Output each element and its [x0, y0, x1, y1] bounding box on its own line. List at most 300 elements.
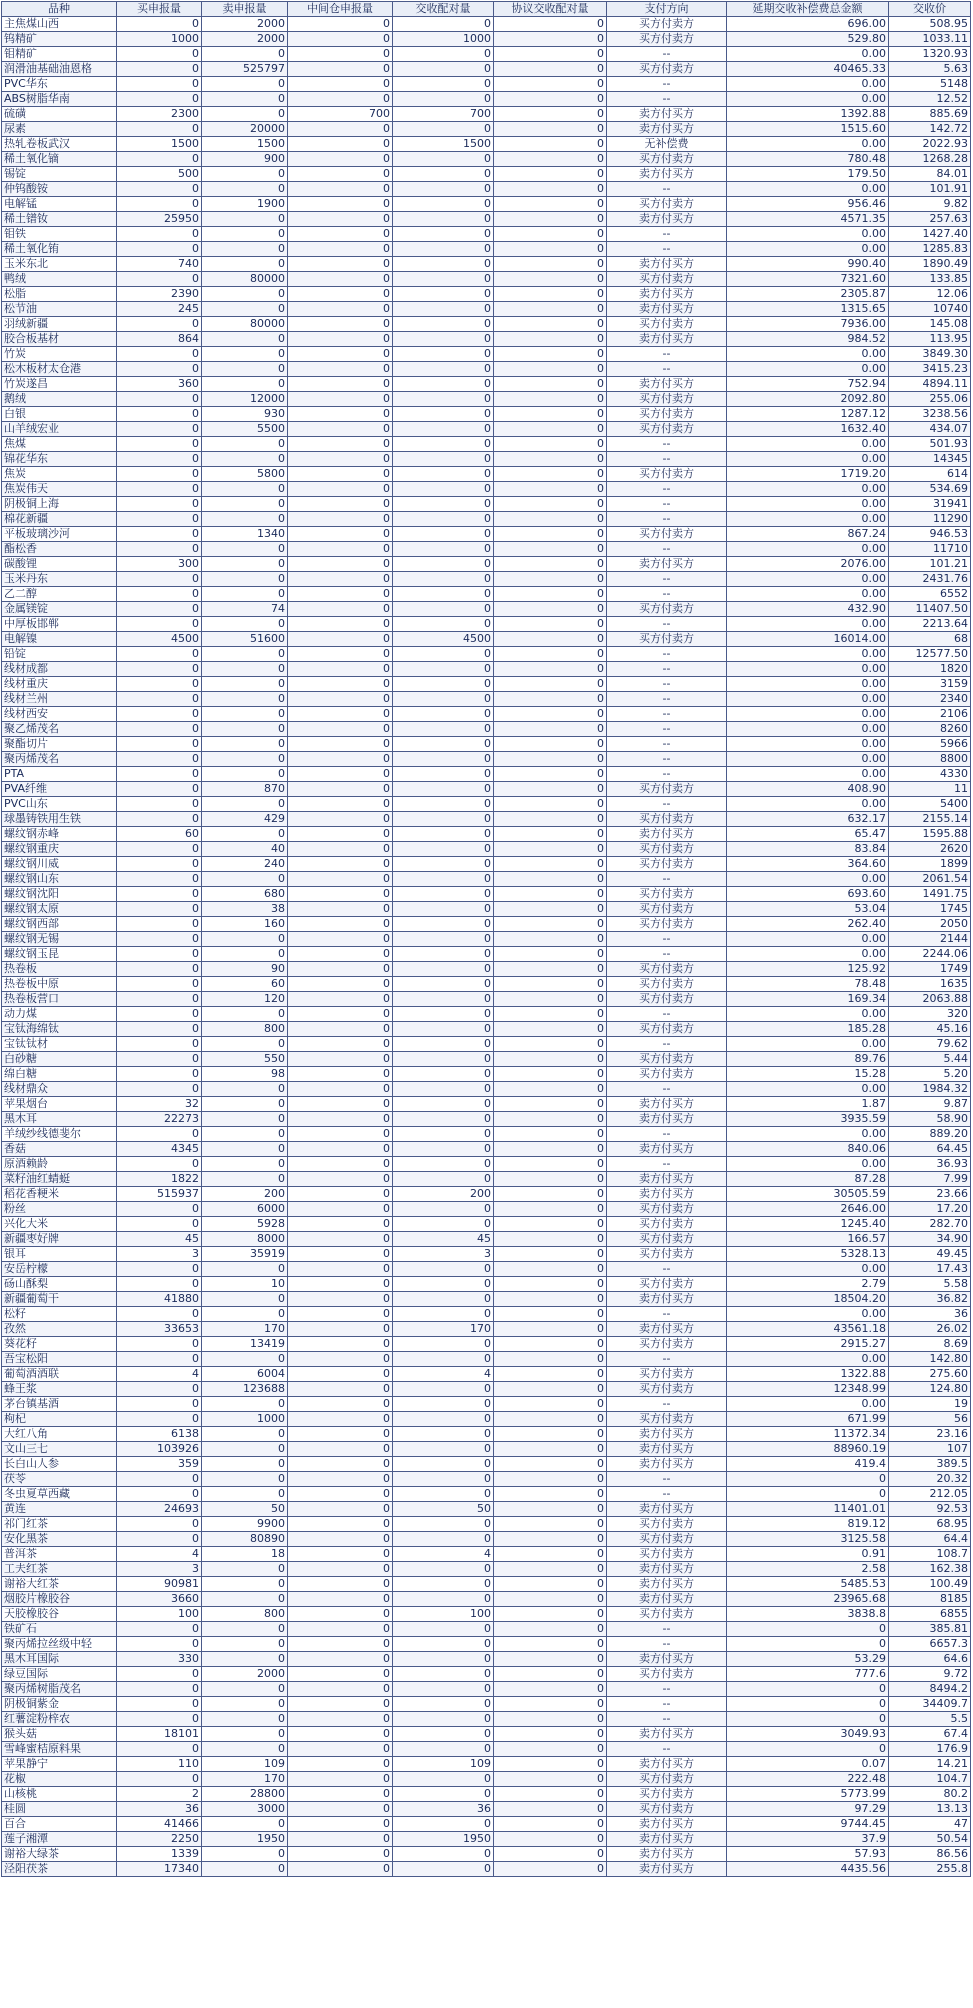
cell-buy-declared: 0 — [117, 572, 202, 587]
cell-matched: 0 — [393, 812, 494, 827]
cell-compensation-total: 0.00 — [727, 1352, 889, 1367]
cell-intermediate-declared: 0 — [288, 1772, 393, 1787]
cell-matched: 0 — [393, 17, 494, 32]
cell-intermediate-declared: 0 — [288, 212, 393, 227]
cell-payment-direction: -- — [607, 512, 727, 527]
cell-variety: 红薯淀粉梓农 — [2, 1712, 117, 1727]
table-row — [2, 572, 971, 587]
cell-delivery-price: 5400 — [889, 797, 971, 812]
cell-buy-declared: 0 — [117, 1397, 202, 1412]
cell-buy-declared: 0 — [117, 872, 202, 887]
cell-variety: 热卷板营口 — [2, 992, 117, 1007]
cell-payment-direction: 卖方付买方 — [607, 1292, 727, 1307]
cell-payment-direction: 买方付卖方 — [607, 197, 727, 212]
cell-intermediate-declared: 0 — [288, 1157, 393, 1172]
cell-intermediate-declared: 0 — [288, 1247, 393, 1262]
table-row — [2, 767, 971, 782]
cell-delivery-price: 34.90 — [889, 1232, 971, 1247]
cell-delivery-price: 3849.30 — [889, 347, 971, 362]
cell-payment-direction: 买方付卖方 — [607, 857, 727, 872]
cell-sell-declared: 0 — [202, 1307, 288, 1322]
cell-intermediate-declared: 0 — [288, 1517, 393, 1532]
cell-sell-declared: 800 — [202, 1607, 288, 1622]
cell-compensation-total: 89.76 — [727, 1052, 889, 1067]
cell-variety: 螺纹钢川威 — [2, 857, 117, 872]
cell-buy-declared: 0 — [117, 452, 202, 467]
cell-matched: 0 — [393, 662, 494, 677]
cell-intermediate-declared: 0 — [288, 1727, 393, 1742]
cell-compensation-total: 23965.68 — [727, 1592, 889, 1607]
cell-compensation-total: 671.99 — [727, 1412, 889, 1427]
cell-agreement-matched: 0 — [494, 962, 607, 977]
cell-agreement-matched: 0 — [494, 1112, 607, 1127]
cell-intermediate-declared: 0 — [288, 932, 393, 947]
cell-compensation-total: 9744.45 — [727, 1817, 889, 1832]
table-row — [2, 1172, 971, 1187]
cell-delivery-price: 12577.50 — [889, 647, 971, 662]
cell-variety: 棉花新疆 — [2, 512, 117, 527]
cell-delivery-price: 17.43 — [889, 1262, 971, 1277]
cell-agreement-matched: 0 — [494, 1427, 607, 1442]
cell-compensation-total: 780.48 — [727, 152, 889, 167]
table-row — [2, 122, 971, 137]
cell-buy-declared: 4 — [117, 1367, 202, 1382]
cell-payment-direction: 买方付卖方 — [607, 1547, 727, 1562]
cell-sell-declared: 0 — [202, 587, 288, 602]
cell-payment-direction: -- — [607, 1712, 727, 1727]
cell-intermediate-declared: 0 — [288, 452, 393, 467]
cell-payment-direction: 买方付卖方 — [607, 632, 727, 647]
cell-buy-declared: 0 — [117, 272, 202, 287]
cell-variety: PVA纤维 — [2, 782, 117, 797]
cell-delivery-price: 11290 — [889, 512, 971, 527]
cell-agreement-matched: 0 — [494, 302, 607, 317]
cell-matched: 0 — [393, 887, 494, 902]
cell-compensation-total: 11372.34 — [727, 1427, 889, 1442]
cell-compensation-total: 43561.18 — [727, 1322, 889, 1337]
cell-delivery-price: 534.69 — [889, 482, 971, 497]
table-row — [2, 977, 971, 992]
cell-compensation-total: 1515.60 — [727, 122, 889, 137]
cell-sell-declared: 0 — [202, 1697, 288, 1712]
cell-matched: 0 — [393, 857, 494, 872]
cell-payment-direction: 卖方付买方 — [607, 1097, 727, 1112]
cell-sell-declared: 0 — [202, 1397, 288, 1412]
cell-compensation-total: 3838.8 — [727, 1607, 889, 1622]
cell-delivery-price: 36 — [889, 1307, 971, 1322]
header-variety: 品种 — [2, 2, 117, 17]
cell-payment-direction: -- — [607, 1637, 727, 1652]
cell-variety: 玉米东北 — [2, 257, 117, 272]
cell-buy-declared: 0 — [117, 1022, 202, 1037]
cell-payment-direction: 买方付卖方 — [607, 602, 727, 617]
table-row — [2, 812, 971, 827]
cell-agreement-matched: 0 — [494, 1367, 607, 1382]
cell-intermediate-declared: 0 — [288, 1322, 393, 1337]
cell-intermediate-declared: 0 — [288, 1007, 393, 1022]
cell-matched: 0 — [393, 692, 494, 707]
cell-intermediate-declared: 0 — [288, 887, 393, 902]
cell-intermediate-declared: 0 — [288, 1547, 393, 1562]
cell-delivery-price: 20.32 — [889, 1472, 971, 1487]
cell-delivery-price: 501.93 — [889, 437, 971, 452]
cell-buy-declared: 0 — [117, 527, 202, 542]
cell-variety: 钼精矿 — [2, 47, 117, 62]
table-row — [2, 1097, 971, 1112]
cell-payment-direction: 买方付卖方 — [607, 1517, 727, 1532]
cell-buy-declared: 0 — [117, 1382, 202, 1397]
header-sell-declared: 卖申报量 — [202, 2, 288, 17]
cell-variety: 枸杞 — [2, 1412, 117, 1427]
cell-delivery-price: 47 — [889, 1817, 971, 1832]
cell-buy-declared: 0 — [117, 782, 202, 797]
table-row — [2, 17, 971, 32]
cell-agreement-matched: 0 — [494, 1247, 607, 1262]
cell-payment-direction: 卖方付买方 — [607, 1427, 727, 1442]
cell-sell-declared: 0 — [202, 182, 288, 197]
cell-agreement-matched: 0 — [494, 767, 607, 782]
cell-matched: 3 — [393, 1247, 494, 1262]
cell-matched: 0 — [393, 272, 494, 287]
cell-buy-declared: 0 — [117, 1352, 202, 1367]
header-agreement-matched: 协议交收配对量 — [494, 2, 607, 17]
cell-payment-direction: -- — [607, 1307, 727, 1322]
cell-variety: 聚乙烯茂名 — [2, 722, 117, 737]
cell-sell-declared: 0 — [202, 362, 288, 377]
cell-agreement-matched: 0 — [494, 1562, 607, 1577]
cell-intermediate-declared: 0 — [288, 1712, 393, 1727]
table-row — [2, 1787, 971, 1802]
cell-compensation-total: 11401.01 — [727, 1502, 889, 1517]
cell-payment-direction: -- — [607, 47, 727, 62]
cell-intermediate-declared: 0 — [288, 827, 393, 842]
cell-intermediate-declared: 0 — [288, 737, 393, 752]
cell-agreement-matched: 0 — [494, 1577, 607, 1592]
cell-buy-declared: 41880 — [117, 1292, 202, 1307]
cell-variety: 桂圆 — [2, 1802, 117, 1817]
cell-buy-declared: 1822 — [117, 1172, 202, 1187]
cell-matched: 0 — [393, 557, 494, 572]
cell-sell-declared: 0 — [202, 617, 288, 632]
cell-matched: 0 — [393, 527, 494, 542]
cell-payment-direction: 买方付卖方 — [607, 917, 727, 932]
cell-intermediate-declared: 0 — [288, 557, 393, 572]
cell-agreement-matched: 0 — [494, 1457, 607, 1472]
cell-matched: 0 — [393, 992, 494, 1007]
table-row — [2, 242, 971, 257]
cell-compensation-total: 0.00 — [727, 242, 889, 257]
cell-buy-declared: 0 — [117, 77, 202, 92]
cell-intermediate-declared: 0 — [288, 1202, 393, 1217]
cell-sell-declared: 0 — [202, 1577, 288, 1592]
cell-intermediate-declared: 0 — [288, 1442, 393, 1457]
cell-sell-declared: 90 — [202, 962, 288, 977]
cell-compensation-total: 0.00 — [727, 1262, 889, 1277]
cell-intermediate-declared: 0 — [288, 602, 393, 617]
table-row — [2, 1022, 971, 1037]
cell-variety: 电解镍 — [2, 632, 117, 647]
cell-buy-declared: 0 — [117, 62, 202, 77]
cell-intermediate-declared: 0 — [288, 1742, 393, 1757]
cell-delivery-price: 2022.93 — [889, 137, 971, 152]
cell-matched: 200 — [393, 1187, 494, 1202]
cell-agreement-matched: 0 — [494, 737, 607, 752]
cell-payment-direction: 卖方付买方 — [607, 257, 727, 272]
cell-delivery-price: 10740 — [889, 302, 971, 317]
cell-delivery-price: 5148 — [889, 77, 971, 92]
header-payment-direction: 支付方向 — [607, 2, 727, 17]
cell-sell-declared: 0 — [202, 1427, 288, 1442]
table-row — [2, 1202, 971, 1217]
cell-variety: 安岳柠檬 — [2, 1262, 117, 1277]
cell-compensation-total: 3935.59 — [727, 1112, 889, 1127]
cell-intermediate-declared: 0 — [288, 122, 393, 137]
cell-delivery-price: 1890.49 — [889, 257, 971, 272]
cell-matched: 0 — [393, 182, 494, 197]
cell-intermediate-declared: 0 — [288, 707, 393, 722]
cell-compensation-total: 5485.53 — [727, 1577, 889, 1592]
cell-matched: 0 — [393, 287, 494, 302]
cell-delivery-price: 31941 — [889, 497, 971, 512]
cell-matched: 0 — [393, 1142, 494, 1157]
cell-payment-direction: -- — [607, 77, 727, 92]
cell-payment-direction: 卖方付买方 — [607, 377, 727, 392]
cell-delivery-price: 79.62 — [889, 1037, 971, 1052]
cell-agreement-matched: 0 — [494, 992, 607, 1007]
cell-agreement-matched: 0 — [494, 1682, 607, 1697]
cell-matched: 0 — [393, 932, 494, 947]
cell-intermediate-declared: 0 — [288, 647, 393, 662]
cell-buy-declared: 0 — [117, 242, 202, 257]
cell-payment-direction: -- — [607, 1697, 727, 1712]
cell-intermediate-declared: 0 — [288, 1847, 393, 1862]
header-matched: 交收配对量 — [393, 2, 494, 17]
cell-delivery-price: 12.06 — [889, 287, 971, 302]
cell-payment-direction: 卖方付买方 — [607, 557, 727, 572]
cell-compensation-total: 53.04 — [727, 902, 889, 917]
cell-payment-direction: 买方付卖方 — [607, 992, 727, 1007]
cell-intermediate-declared: 0 — [288, 872, 393, 887]
cell-sell-declared: 0 — [202, 1442, 288, 1457]
cell-variety: 山羊绒宏业 — [2, 422, 117, 437]
cell-agreement-matched: 0 — [494, 1172, 607, 1187]
cell-compensation-total: 1287.12 — [727, 407, 889, 422]
cell-buy-declared: 0 — [117, 1637, 202, 1652]
cell-intermediate-declared: 700 — [288, 107, 393, 122]
cell-compensation-total: 4571.35 — [727, 212, 889, 227]
cell-delivery-price: 56 — [889, 1412, 971, 1427]
cell-buy-declared: 103926 — [117, 1442, 202, 1457]
cell-delivery-price: 9.87 — [889, 1097, 971, 1112]
cell-intermediate-declared: 0 — [288, 1187, 393, 1202]
cell-intermediate-declared: 0 — [288, 512, 393, 527]
cell-variety: 吾宝松阳 — [2, 1352, 117, 1367]
cell-intermediate-declared: 0 — [288, 1832, 393, 1847]
cell-compensation-total: 7321.60 — [727, 272, 889, 287]
cell-buy-declared: 3 — [117, 1562, 202, 1577]
cell-agreement-matched: 0 — [494, 1412, 607, 1427]
cell-delivery-price: 8185 — [889, 1592, 971, 1607]
cell-payment-direction: -- — [607, 1487, 727, 1502]
cell-buy-declared: 0 — [117, 587, 202, 602]
cell-agreement-matched: 0 — [494, 362, 607, 377]
cell-payment-direction: 卖方付买方 — [607, 212, 727, 227]
cell-intermediate-declared: 0 — [288, 362, 393, 377]
cell-delivery-price: 614 — [889, 467, 971, 482]
cell-compensation-total: 5328.13 — [727, 1247, 889, 1262]
cell-matched: 0 — [393, 962, 494, 977]
table-row — [2, 677, 971, 692]
cell-sell-declared: 5500 — [202, 422, 288, 437]
cell-payment-direction: 买方付卖方 — [607, 1532, 727, 1547]
table-row — [2, 32, 971, 47]
cell-compensation-total: 1245.40 — [727, 1217, 889, 1232]
cell-variety: 聚丙烯拉丝级中轻 — [2, 1637, 117, 1652]
cell-buy-declared: 0 — [117, 1127, 202, 1142]
cell-variety: 热卷板中原 — [2, 977, 117, 992]
table-row — [2, 872, 971, 887]
cell-agreement-matched: 0 — [494, 752, 607, 767]
cell-buy-declared: 0 — [117, 317, 202, 332]
table-row — [2, 1412, 971, 1427]
cell-payment-direction: 卖方付买方 — [607, 1817, 727, 1832]
cell-payment-direction: 卖方付买方 — [607, 1757, 727, 1772]
cell-variety: 苹果静宁 — [2, 1757, 117, 1772]
cell-intermediate-declared: 0 — [288, 1622, 393, 1637]
cell-buy-declared: 0 — [117, 1082, 202, 1097]
cell-payment-direction: -- — [607, 542, 727, 557]
cell-sell-declared: 1340 — [202, 527, 288, 542]
cell-buy-declared: 4500 — [117, 632, 202, 647]
cell-payment-direction: -- — [607, 722, 727, 737]
cell-compensation-total: 0 — [727, 1622, 889, 1637]
cell-matched: 0 — [393, 62, 494, 77]
cell-variety: 黑木耳国际 — [2, 1652, 117, 1667]
cell-buy-declared: 0 — [117, 1307, 202, 1322]
cell-payment-direction: -- — [607, 677, 727, 692]
cell-compensation-total: 0.00 — [727, 482, 889, 497]
cell-agreement-matched: 0 — [494, 482, 607, 497]
cell-intermediate-declared: 0 — [288, 1112, 393, 1127]
cell-sell-declared: 0 — [202, 722, 288, 737]
cell-compensation-total: 5773.99 — [727, 1787, 889, 1802]
cell-variety: 硫磺 — [2, 107, 117, 122]
cell-intermediate-declared: 0 — [288, 1337, 393, 1352]
cell-matched: 0 — [393, 1592, 494, 1607]
cell-variety: 猴头菇 — [2, 1727, 117, 1742]
cell-sell-declared: 38 — [202, 902, 288, 917]
table-row — [2, 1067, 971, 1082]
cell-intermediate-declared: 0 — [288, 1577, 393, 1592]
cell-buy-declared: 0 — [117, 17, 202, 32]
cell-matched: 0 — [393, 587, 494, 602]
table-row — [2, 1532, 971, 1547]
cell-agreement-matched: 0 — [494, 977, 607, 992]
cell-matched: 0 — [393, 1442, 494, 1457]
cell-agreement-matched: 0 — [494, 182, 607, 197]
cell-payment-direction: -- — [607, 797, 727, 812]
cell-variety: 茅台镇基酒 — [2, 1397, 117, 1412]
cell-payment-direction: -- — [607, 347, 727, 362]
cell-matched: 0 — [393, 1277, 494, 1292]
cell-sell-declared: 0 — [202, 827, 288, 842]
cell-delivery-price: 5966 — [889, 737, 971, 752]
cell-agreement-matched: 0 — [494, 1727, 607, 1742]
table-row — [2, 1232, 971, 1247]
table-row — [2, 917, 971, 932]
cell-intermediate-declared: 0 — [288, 197, 393, 212]
cell-sell-declared: 20000 — [202, 122, 288, 137]
cell-payment-direction: 买方付卖方 — [607, 1277, 727, 1292]
cell-payment-direction: -- — [607, 947, 727, 962]
cell-variety: 金属镁锭 — [2, 602, 117, 617]
cell-compensation-total: 4435.56 — [727, 1862, 889, 1877]
cell-delivery-price: 64.45 — [889, 1142, 971, 1157]
table-row — [2, 1247, 971, 1262]
cell-delivery-price: 1427.40 — [889, 227, 971, 242]
cell-matched: 0 — [393, 1127, 494, 1142]
cell-matched: 0 — [393, 1172, 494, 1187]
cell-buy-declared: 18101 — [117, 1727, 202, 1742]
cell-buy-declared: 0 — [117, 752, 202, 767]
cell-payment-direction: 买方付卖方 — [607, 977, 727, 992]
cell-payment-direction: 卖方付买方 — [607, 1442, 727, 1457]
cell-sell-declared: 0 — [202, 287, 288, 302]
cell-payment-direction: -- — [607, 497, 727, 512]
cell-variety: 电解锰 — [2, 197, 117, 212]
cell-compensation-total: 78.48 — [727, 977, 889, 992]
cell-delivery-price: 2213.64 — [889, 617, 971, 632]
cell-matched: 0 — [393, 827, 494, 842]
table-row — [2, 737, 971, 752]
table-row — [2, 287, 971, 302]
cell-compensation-total: 222.48 — [727, 1772, 889, 1787]
cell-delivery-price: 4894.11 — [889, 377, 971, 392]
cell-matched: 0 — [393, 1532, 494, 1547]
table-row — [2, 1832, 971, 1847]
cell-agreement-matched: 0 — [494, 677, 607, 692]
cell-delivery-price: 1595.88 — [889, 827, 971, 842]
cell-intermediate-declared: 0 — [288, 1397, 393, 1412]
cell-agreement-matched: 0 — [494, 1772, 607, 1787]
table-row — [2, 1757, 971, 1772]
table-row — [2, 302, 971, 317]
cell-delivery-price: 9.72 — [889, 1667, 971, 1682]
cell-payment-direction: 买方付卖方 — [607, 1067, 727, 1082]
cell-compensation-total: 1322.88 — [727, 1367, 889, 1382]
cell-buy-declared: 0 — [117, 1487, 202, 1502]
table-row — [2, 167, 971, 182]
cell-sell-declared: 10 — [202, 1277, 288, 1292]
cell-sell-declared: 0 — [202, 47, 288, 62]
cell-buy-declared: 500 — [117, 167, 202, 182]
cell-matched: 0 — [393, 347, 494, 362]
cell-buy-declared: 3660 — [117, 1592, 202, 1607]
cell-sell-declared: 2000 — [202, 32, 288, 47]
cell-delivery-price: 80.2 — [889, 1787, 971, 1802]
cell-matched: 0 — [393, 302, 494, 317]
cell-compensation-total: 16014.00 — [727, 632, 889, 647]
cell-matched: 0 — [393, 1787, 494, 1802]
cell-variety: 聚酯切片 — [2, 737, 117, 752]
cell-matched: 45 — [393, 1232, 494, 1247]
cell-sell-declared: 109 — [202, 1757, 288, 1772]
cell-compensation-total: 819.12 — [727, 1517, 889, 1532]
cell-agreement-matched: 0 — [494, 122, 607, 137]
cell-matched: 0 — [393, 77, 494, 92]
cell-compensation-total: 0.00 — [727, 1037, 889, 1052]
cell-compensation-total: 30505.59 — [727, 1187, 889, 1202]
